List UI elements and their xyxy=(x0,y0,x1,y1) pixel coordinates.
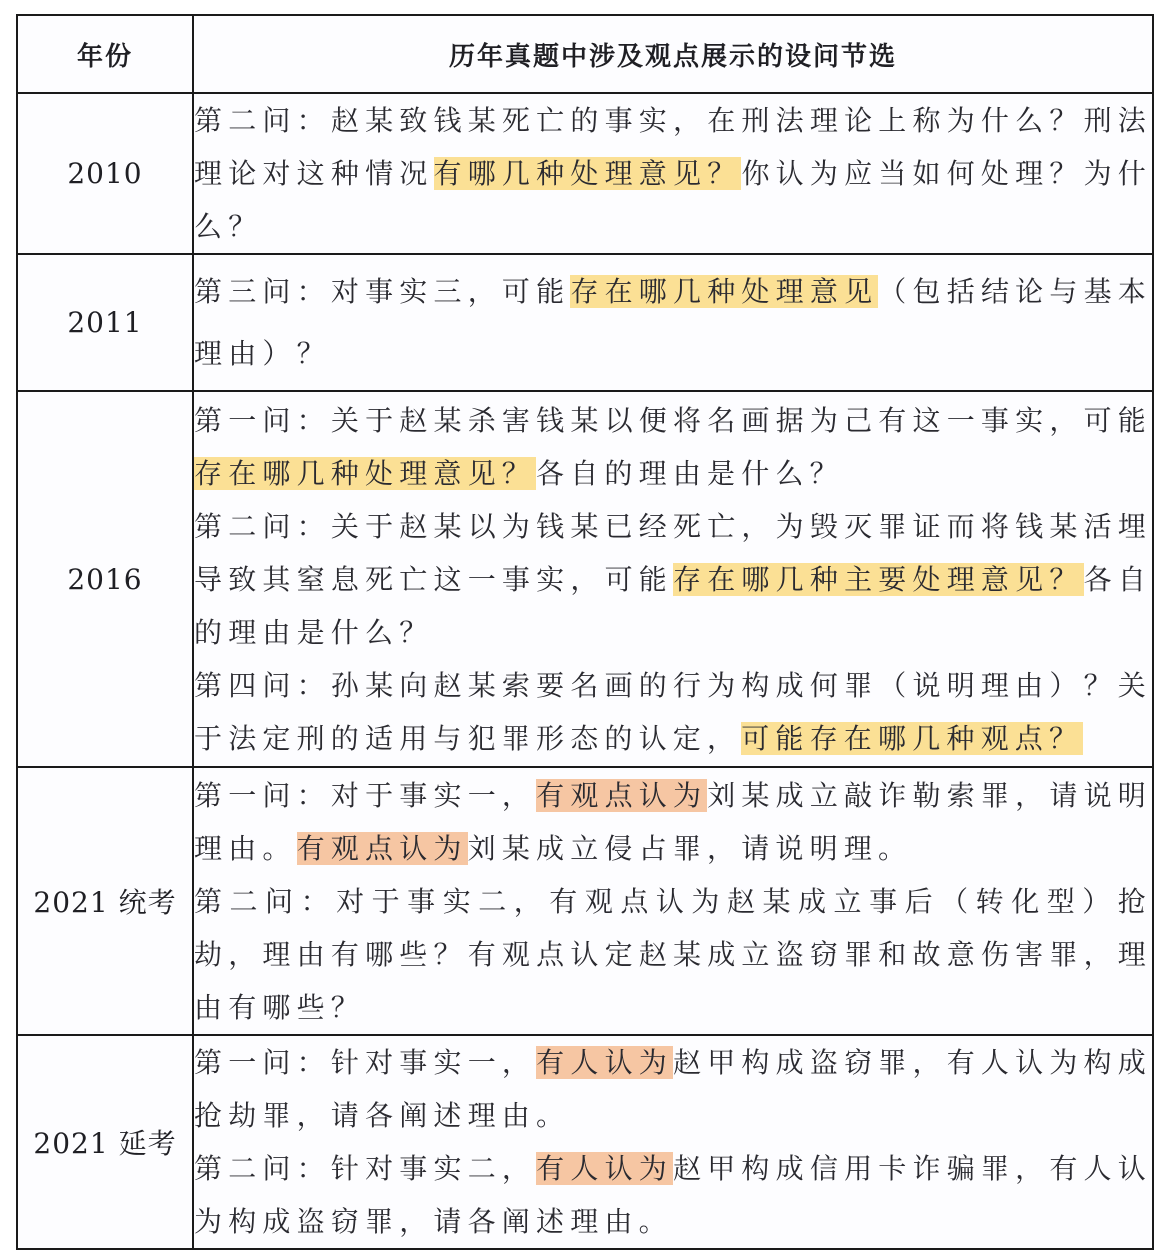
year-cell: 2011 xyxy=(17,254,193,391)
highlight-phrase: 存在哪几种主要处理意见？ xyxy=(673,562,1084,596)
question-text: 第二问：对于事实二，有观点认为赵某成立事后（转化型）抢劫，理由有哪些？有观点认定赵某成立盗窃罪和故意伤害罪，理由有哪些？ xyxy=(194,884,1152,1024)
question-text: 第一问：针对事实一， xyxy=(194,1046,537,1079)
year-cell: 2016 xyxy=(17,391,193,767)
questions-cell xyxy=(193,767,1153,1035)
question-item xyxy=(194,1142,1152,1248)
question-text: 刘某成立侵占罪，请说明理。 xyxy=(467,831,913,865)
highlight-phrase: 有观点认为 xyxy=(536,778,708,812)
questions-cell xyxy=(193,254,1153,391)
question-item xyxy=(194,769,1152,875)
highlight-phrase: 有观点认为 xyxy=(296,831,468,865)
question-item xyxy=(194,394,1152,500)
highlight-phrase: 可能存在哪几种观点？ xyxy=(741,721,1084,755)
year-cell: 2010 xyxy=(17,93,193,254)
exam-questions-table xyxy=(16,14,1154,1250)
question-text: 第二问：针对事实二， xyxy=(194,1152,537,1185)
question-text: 赵甲构成信用卡诈骗罪，有人认为构成盗窃罪，请各阐述理由。 xyxy=(194,1152,1152,1238)
question-item xyxy=(194,1036,1152,1142)
highlight-phrase: 存在哪几种处理意见 xyxy=(570,274,879,308)
question-text: 各自的理由是什么？ xyxy=(194,562,1152,649)
highlight-phrase: 存在哪几种处理意见？ xyxy=(194,456,537,490)
highlight-phrase: 有哪几种处理意见？ xyxy=(433,157,742,190)
question-text: 第二问：赵某致钱某死亡的事实，在刑法理论上称为什么？刑法理论对这种情况 xyxy=(194,104,1152,190)
question-text: 各自的理由是什么？ xyxy=(536,456,844,490)
header-questions: 历年真题中涉及观点展示的设问节选 xyxy=(193,15,1153,93)
questions-cell xyxy=(193,391,1153,767)
year-cell: 2021 统考 xyxy=(17,767,193,1035)
table-row xyxy=(17,93,1153,254)
question-text: 第三问：对事实三，可能 xyxy=(194,274,571,308)
question-item xyxy=(194,261,1152,385)
table-row xyxy=(17,391,1153,767)
highlight-phrase: 有人认为 xyxy=(536,1046,673,1079)
highlight-phrase: 有人认为 xyxy=(536,1152,673,1185)
questions-cell xyxy=(193,1035,1153,1249)
question-text: 赵甲构成盗窃罪，有人认为构成抢劫罪，请各阐述理由。 xyxy=(194,1046,1152,1132)
table-row xyxy=(17,254,1153,391)
question-text: 第一问：对于事实一， xyxy=(194,778,537,812)
question-item xyxy=(194,659,1152,765)
question-item xyxy=(194,500,1152,659)
question-text: 刘某成立敲诈勒索罪，请说明理由。 xyxy=(194,778,1152,865)
questions-cell xyxy=(193,93,1153,254)
table-row xyxy=(17,1035,1153,1249)
header-year: 年份 xyxy=(17,15,193,93)
question-item xyxy=(194,94,1152,253)
question-text: 第四问：孙某向赵某索要名画的行为构成何罪（说明理由）？关于法定刑的适用与犯罪形态的认定， xyxy=(194,668,1152,755)
table-row xyxy=(17,767,1153,1035)
year-cell: 2021 延考 xyxy=(17,1035,193,1249)
question-text: （包括结论与基本理由）？ xyxy=(194,274,1152,370)
question-text: 你认为应当如何处理？为什么？ xyxy=(194,157,1152,243)
table-header-row xyxy=(17,15,1153,93)
question-text: 第二问：关于赵某以为钱某已经死亡，为毁灭罪证而将钱某活埋导致其窒息死亡这一事实，可能 xyxy=(194,509,1152,596)
question-text: 第一问：关于赵某杀害钱某以便将名画据为己有这一事实，可能 xyxy=(194,403,1152,437)
question-item xyxy=(194,875,1152,1034)
